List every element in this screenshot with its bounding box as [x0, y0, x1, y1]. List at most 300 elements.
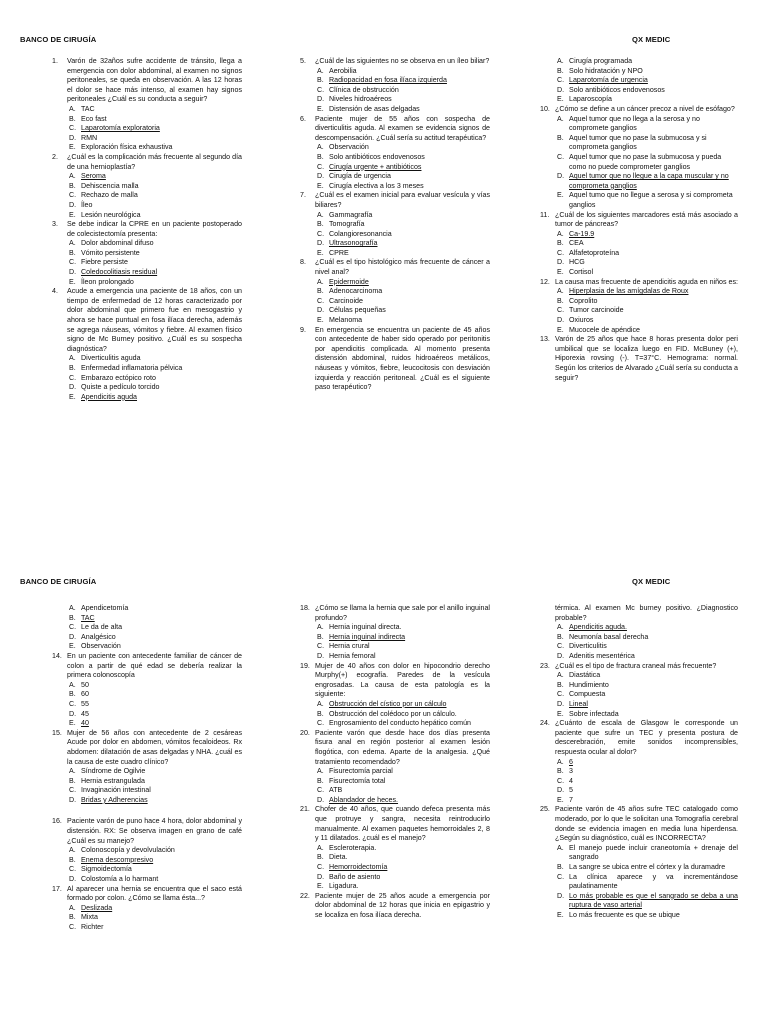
answer-option — [52, 201, 242, 211]
option-letter: E. — [557, 911, 564, 919]
question-number: 4. — [52, 287, 58, 296]
answer-option — [300, 767, 490, 777]
option-letter: C. — [557, 76, 565, 85]
option-letter: A. — [69, 680, 76, 689]
answer-option — [540, 316, 738, 326]
option-text: Cirugía de urgencia — [329, 172, 391, 181]
option-letter: C. — [69, 258, 77, 267]
option-text: La sangre se ubica entre el córtex y la duramadre — [569, 863, 726, 872]
option-letter: D. — [317, 651, 325, 660]
option-letter: A. — [69, 239, 76, 248]
option-letter: E. — [69, 143, 76, 152]
question-number: 15. — [52, 728, 62, 737]
question — [52, 817, 242, 846]
option-text-correct: Bridas y Adherencias — [81, 795, 148, 804]
option-text: Cortisol — [569, 268, 594, 277]
answer-option — [300, 239, 490, 249]
option-text: Laparoscopía — [569, 95, 612, 104]
question-number: 17. — [52, 884, 62, 893]
option-text: Aquel tumo que no llegue a serosa y si comprometa ganglios — [569, 191, 733, 209]
option-text: TAC — [81, 104, 95, 113]
option-text: Analgésico — [81, 632, 116, 641]
answer-option — [52, 393, 242, 403]
option-letter: D. — [317, 795, 325, 804]
answer-option — [540, 57, 738, 67]
answer-option — [52, 865, 242, 875]
option-letter: E. — [69, 719, 76, 728]
question — [300, 57, 490, 67]
question-text: Acude a emergencia una paciente de 18 años, con un tiempo de enfermedad de 12 horas caracterizado por dolor abdominal que primero fue en mesogastrio y ahora se hace puntual en fosa ilíaca derecha, además se agrega náuseas, vómitos y fiebre. Al examen físico signo de Mc Burney positivo. ¿Cuál es su sospecha diagnóstica? — [67, 287, 242, 353]
option-letter: B. — [557, 680, 564, 689]
option-text: Aquel tumor que no llega a la serosa y no compromete ganglios — [569, 114, 700, 133]
option-letter: C. — [69, 699, 77, 708]
option-text: Dehiscencia malla — [81, 181, 139, 190]
question-number: 19. — [300, 661, 310, 670]
option-text: Quiste a pedículo torcido — [81, 383, 160, 392]
option-text-correct: Apendicitis aguda. — [569, 623, 627, 632]
question — [52, 652, 242, 681]
answer-option — [52, 268, 242, 278]
option-text: Clínica de obstrucción — [329, 85, 399, 94]
answer-option — [52, 710, 242, 720]
option-text: Neumonía basal derecha — [569, 632, 649, 641]
answer-option — [300, 163, 490, 173]
option-text-correct: Hiperplasia de las amígdalas de Roux — [569, 287, 689, 296]
option-text: Colangioresonancia — [329, 229, 392, 238]
option-text: Exploración física exhaustiva — [81, 143, 173, 152]
option-letter: C. — [69, 124, 77, 133]
option-letter: B. — [317, 776, 324, 785]
option-text: Células pequeñas — [329, 306, 386, 315]
answer-option — [52, 767, 242, 777]
answer-option — [540, 642, 738, 652]
option-letter: E. — [317, 882, 324, 891]
answer-option — [540, 690, 738, 700]
answer-option — [52, 604, 242, 614]
header-right: QX MEDIC — [632, 577, 671, 586]
question-text: Varón de 25 años que hace 8 horas presenta dolor peri umbilical que se localiza luego en FID. McBuney (+), Hiporexia rovsing (-). T=37°C. Hemograma: normal. Según los criterios de Alvarado ¿Cuál sería su conducta a seguir? — [555, 335, 738, 382]
option-letter: D. — [317, 306, 325, 315]
column-1 — [52, 57, 242, 402]
option-letter: C. — [317, 719, 325, 728]
option-text: Embarazo ectópico roto — [81, 373, 156, 382]
answer-option — [300, 67, 490, 77]
option-letter: C. — [69, 373, 77, 382]
question — [300, 326, 490, 393]
option-letter: A. — [557, 671, 564, 680]
answer-option — [540, 268, 738, 278]
answer-option — [52, 875, 242, 885]
question — [300, 729, 490, 767]
question-number: 1. — [52, 57, 58, 65]
answer-option — [540, 892, 738, 911]
header-left: BANCO DE CIRUGÍA — [20, 35, 97, 44]
option-text: Richter — [81, 923, 104, 931]
answer-option — [540, 758, 738, 768]
header-left: BANCO DE CIRUGÍA — [20, 577, 97, 586]
answer-option — [540, 777, 738, 787]
option-letter: D. — [557, 786, 565, 795]
option-text-correct: Ultrasonografía — [329, 239, 378, 248]
option-letter: C. — [557, 642, 565, 651]
answer-option — [300, 777, 490, 787]
question-text: ¿Cuál es el tipo de fractura craneal más frecuente? — [555, 661, 717, 670]
option-letter: D. — [557, 699, 565, 708]
question — [300, 662, 490, 700]
option-letter: B. — [69, 248, 76, 257]
answer-option — [540, 796, 738, 806]
question-number: 13. — [540, 335, 550, 344]
option-letter: A. — [69, 104, 76, 113]
option-letter: D. — [69, 383, 77, 392]
option-text: Sigmoidectomía — [81, 865, 132, 874]
option-text: 50 — [81, 680, 89, 689]
question — [540, 211, 738, 230]
answer-option — [52, 211, 242, 221]
option-text: Hernia estrangulada — [81, 776, 145, 785]
option-letter: C. — [557, 776, 565, 785]
question — [52, 885, 242, 904]
option-letter: D. — [557, 891, 565, 900]
question-text: ¿Cuál es el examen inicial para evaluar vesícula y vías biliares? — [315, 191, 490, 209]
option-letter: A. — [317, 210, 324, 219]
option-letter: B. — [69, 364, 76, 372]
question-number: 18. — [300, 604, 310, 612]
answer-option — [52, 249, 242, 259]
answer-option — [52, 143, 242, 153]
option-letter: C. — [317, 863, 325, 872]
option-text-correct: Radiopacidad en fosa ilíaca izquierda — [329, 76, 447, 85]
option-letter: B. — [557, 863, 564, 872]
option-text: Coprolito — [569, 296, 598, 305]
question-number: 10. — [540, 104, 550, 113]
question-text: ¿Cuál es el tipo histológico más frecuente de cáncer a nivel anal? — [315, 258, 490, 277]
option-letter: B. — [557, 767, 564, 776]
answer-option — [540, 134, 738, 153]
option-letter: E. — [317, 181, 324, 190]
question-number: 24. — [540, 719, 550, 728]
option-text: Obstrucción del colédoco por un cálculo. — [329, 709, 457, 718]
answer-option — [52, 191, 242, 201]
option-text: El manejo puede incluir craneotomía + drenaje del sangrado — [569, 843, 738, 862]
option-letter: D. — [69, 632, 77, 641]
option-text-correct: Cirugía urgente + antibióticos — [329, 162, 422, 171]
option-text: Sobre infectada — [569, 709, 619, 718]
option-text: Engrosamiento del conducto hepático común — [329, 719, 471, 728]
answer-option — [540, 153, 738, 172]
answer-option — [300, 306, 490, 316]
option-text: HCG — [569, 258, 585, 267]
question-number: 22. — [300, 891, 310, 900]
option-letter: B. — [317, 76, 324, 85]
question-text: Mujer de 56 años con antecedente de 2 cesáreas Acude por dolor en abdomen, vómitos fecaloideos. Rx abdomen: dilatación de asas delgadas y NHA. ¿cuál es la causa de este cuadro clínico? — [67, 728, 242, 766]
question-text: Paciente varón que desde hace dos días presenta fisura anal en región posterior al examen lesión flogótica, con edema. Aparte de la analgesia. ¿Qué tratamiento recomendado? — [315, 728, 490, 766]
question-text: térmica. Al examen Mc burney positivo. ¿Diagnostico probable? — [555, 604, 738, 622]
option-letter: D. — [69, 709, 77, 718]
option-text: Diverticulitis — [569, 642, 607, 651]
option-text: Tumor carcinoide — [569, 306, 624, 315]
answer-option — [300, 863, 490, 873]
option-text: Solo hidratación y NPO — [569, 66, 643, 75]
option-text: Hernia inguinal directa. — [329, 623, 402, 632]
answer-option — [540, 191, 738, 210]
option-letter: A. — [317, 767, 324, 776]
option-letter: B. — [557, 133, 564, 142]
answer-option — [300, 230, 490, 240]
answer-option — [52, 786, 242, 796]
question-text: ¿Cuál de los siguientes marcadores está más asociado a tumor de páncreas? — [555, 210, 738, 229]
option-letter: A. — [69, 354, 76, 363]
option-text: 5 — [569, 786, 573, 795]
question — [52, 220, 242, 239]
answer-option — [52, 105, 242, 115]
option-text: Aerobilia — [329, 66, 357, 75]
answer-option — [300, 882, 490, 892]
option-text: Colonoscopía y devolvulación — [81, 846, 175, 855]
option-text: Invaginación intestinal — [81, 786, 151, 795]
answer-option — [540, 230, 738, 240]
answer-option — [300, 700, 490, 710]
option-letter: C. — [317, 296, 325, 305]
option-text: Lesión neurológica — [81, 210, 141, 219]
option-letter: E. — [69, 392, 76, 401]
answer-option — [52, 239, 242, 249]
answer-option — [52, 124, 242, 134]
option-letter: C. — [557, 306, 565, 315]
option-letter: C. — [69, 623, 77, 632]
answer-option — [540, 652, 738, 662]
option-text: Eco fast — [81, 114, 107, 123]
option-letter: B. — [557, 239, 564, 248]
option-text: Hundimiento — [569, 680, 609, 689]
option-letter: B. — [69, 776, 76, 785]
answer-option — [540, 239, 738, 249]
option-text: Fisurectomía total — [329, 776, 386, 785]
answer-option — [300, 786, 490, 796]
option-text: Solo antibióticos endovenosos — [569, 85, 665, 94]
option-text: Adenocarcinoma — [329, 287, 383, 296]
answer-option — [300, 95, 490, 105]
answer-option — [300, 633, 490, 643]
option-letter: D. — [69, 268, 77, 277]
option-text: Síndrome de Ogilvie — [81, 767, 146, 776]
option-letter: A. — [317, 277, 324, 286]
option-letter: B. — [69, 181, 76, 190]
option-text-correct: Seroma — [81, 172, 106, 181]
option-letter: B. — [317, 709, 324, 718]
answer-option — [52, 633, 242, 643]
option-text: Mucocele de apéndice — [569, 325, 640, 334]
option-letter: B. — [317, 152, 324, 161]
option-letter: A. — [317, 623, 324, 632]
option-letter: E. — [317, 316, 324, 325]
question-number: 8. — [300, 258, 306, 267]
answer-option — [540, 681, 738, 691]
option-letter: C. — [69, 786, 77, 795]
option-letter: D. — [557, 85, 565, 94]
option-text-correct: Apendicitis aguda — [81, 392, 138, 401]
answer-option — [300, 642, 490, 652]
option-text: 45 — [81, 709, 89, 718]
question-text: Se debe indicar la CPRE en un paciente postoperado de colecistectomía presenta: — [67, 220, 242, 238]
answer-option — [540, 863, 738, 873]
question-text: La causa mas frecuente de apendicitis aguda en niños es: — [555, 277, 738, 286]
option-text: Escleroterapia. — [329, 843, 377, 852]
option-text-correct: Hemorroidectomía — [329, 863, 388, 872]
answer-option — [52, 374, 242, 384]
question-number: 20. — [300, 728, 310, 737]
answer-option — [540, 249, 738, 259]
option-letter: C. — [317, 85, 325, 94]
option-letter: B. — [317, 632, 324, 641]
option-text: Apendicetomía — [81, 604, 129, 612]
option-letter: B. — [557, 66, 564, 75]
option-text: Ligadura. — [329, 882, 359, 891]
option-text: Baño de asiento — [329, 872, 381, 881]
question-text: ¿Cuánto de escala de Glasgow le corresponde un paciente que sufre un TEC y presenta postura de descerebración, emite sonidos incomprensibles, respuesta ocular al dolor? — [555, 719, 738, 756]
option-letter: A. — [557, 114, 564, 123]
question-text: Paciente mujer de 25 años acude a emergencia por dolor abdominal de 12 horas que inicia en epigastrio y se localiza en fosa ilíaca derecha. — [315, 891, 490, 919]
option-text: Observación — [329, 143, 369, 152]
column-2 — [300, 604, 490, 921]
option-letter: E. — [557, 325, 564, 334]
question-number: 14. — [52, 651, 62, 660]
answer-option — [52, 614, 242, 624]
question — [540, 662, 738, 672]
question — [300, 115, 490, 144]
answer-option — [540, 633, 738, 643]
option-letter: A. — [557, 57, 564, 65]
option-text: Le da de alta — [81, 623, 123, 632]
question-text: Mujer de 40 años con dolor en hipocondrio derecho Murphy(+) ecografía. Paredes de la vesícula engrosadas. La causa de esta patología es la siguiente: — [315, 661, 490, 699]
answer-option — [52, 623, 242, 633]
option-letter: E. — [317, 104, 324, 113]
answer-option — [300, 873, 490, 883]
question-number: 25. — [540, 805, 550, 814]
option-letter: A. — [317, 699, 324, 708]
answer-option — [300, 796, 490, 806]
option-letter: D. — [317, 172, 325, 181]
option-text-correct: Laparotomía exploratoria — [81, 124, 160, 133]
answer-option — [540, 700, 738, 710]
answer-option — [52, 354, 242, 364]
answer-option — [300, 220, 490, 230]
option-text: Gammagrafía — [329, 210, 373, 219]
option-text: Dieta. — [329, 853, 348, 862]
option-text: 7 — [569, 795, 573, 804]
question — [300, 604, 490, 623]
option-letter: B. — [69, 913, 76, 922]
option-text: Cirugía programada — [569, 57, 633, 65]
answer-option — [52, 364, 242, 374]
option-text: Íleo — [81, 200, 93, 209]
option-letter: D. — [69, 875, 77, 884]
answer-option — [300, 623, 490, 633]
answer-option — [540, 297, 738, 307]
option-letter: C. — [557, 152, 565, 161]
option-text-correct: TAC — [81, 613, 95, 622]
option-text-correct: Laparotomía de urgencia — [569, 76, 648, 85]
option-letter: E. — [69, 210, 76, 219]
option-text: Cirugía electiva a los 3 meses — [329, 181, 424, 190]
answer-option — [52, 172, 242, 182]
option-text: Oxiuros — [569, 316, 594, 325]
question-number: 3. — [52, 220, 58, 229]
option-letter: E. — [557, 191, 564, 200]
option-letter: B. — [69, 690, 76, 699]
option-letter: A. — [69, 903, 76, 912]
option-letter: E. — [557, 268, 564, 277]
answer-option — [52, 681, 242, 691]
option-letter: B. — [317, 853, 324, 862]
question-text: Al aparecer una hernia se encuentra que el saco está formado por colon. ¿Cómo se llama ésta...? — [67, 884, 242, 903]
answer-option — [300, 844, 490, 854]
option-letter: C. — [557, 690, 565, 699]
option-text-correct: Aquel tumor que no llegue a la capa muscular y no comprometa ganglios — [569, 172, 729, 190]
option-letter: A. — [317, 66, 324, 75]
option-letter: E. — [557, 795, 564, 804]
option-text: Compuesta — [569, 690, 606, 699]
question — [540, 604, 738, 623]
option-letter: B. — [69, 613, 76, 622]
answer-option — [540, 671, 738, 681]
option-letter: C. — [317, 162, 325, 171]
option-letter: B. — [69, 114, 76, 123]
option-letter: D. — [557, 172, 565, 181]
question-text: ¿Cómo se llama la hernia que sale por el anillo inguinal profundo? — [315, 604, 490, 622]
option-letter: C. — [69, 923, 77, 931]
option-text: Adenitis mesentérica — [569, 651, 635, 660]
option-letter: D. — [557, 651, 565, 660]
question-text: Varón de 32años sufre accidente de tránsito, llega a emergencia con dolor abdominal, al examen no signos peritoneales, se queda en observación. A las 12 horas el dolor se hace más intenso, al examen hay signos peritoneales ¿Cuál es su conducta a seguir? — [67, 57, 242, 104]
option-letter: A. — [69, 846, 76, 855]
option-text: ATB — [329, 786, 343, 795]
option-text: Enfermedad inflamatoria pélvica — [81, 364, 183, 372]
question-text: ¿Cómo se define a un cáncer precoz a nivel de esófago? — [555, 104, 735, 113]
answer-option — [540, 95, 738, 105]
option-letter: E. — [557, 709, 564, 718]
answer-option — [540, 76, 738, 86]
question-number: 11. — [540, 210, 550, 219]
answer-option — [300, 153, 490, 163]
column-1 — [52, 604, 242, 933]
answer-option — [300, 182, 490, 192]
question — [540, 805, 738, 843]
answer-option — [540, 115, 738, 134]
option-text: Distensión de asas delgadas — [329, 104, 420, 113]
option-letter: A. — [557, 623, 564, 632]
option-letter: A. — [557, 843, 564, 852]
answer-option — [52, 134, 242, 144]
option-letter: A. — [317, 843, 324, 852]
option-text: CEA — [569, 239, 584, 248]
option-letter: D. — [557, 258, 565, 267]
answer-option — [300, 211, 490, 221]
option-letter: A. — [557, 287, 564, 296]
question-text: ¿Cuál es la complicación más frecuente al segundo día de una hernioplastía? — [67, 152, 242, 171]
question-number: 7. — [300, 191, 306, 200]
answer-option — [300, 710, 490, 720]
option-letter: C. — [557, 872, 565, 881]
answer-option — [300, 287, 490, 297]
answer-option — [52, 923, 242, 933]
answer-option — [540, 710, 738, 720]
answer-option — [300, 719, 490, 729]
option-letter: C. — [317, 642, 325, 651]
option-text: La clínica aparece y va incrementándose paulatinamente — [569, 872, 738, 891]
spacer — [52, 805, 242, 817]
option-text: Diastática — [569, 671, 601, 680]
